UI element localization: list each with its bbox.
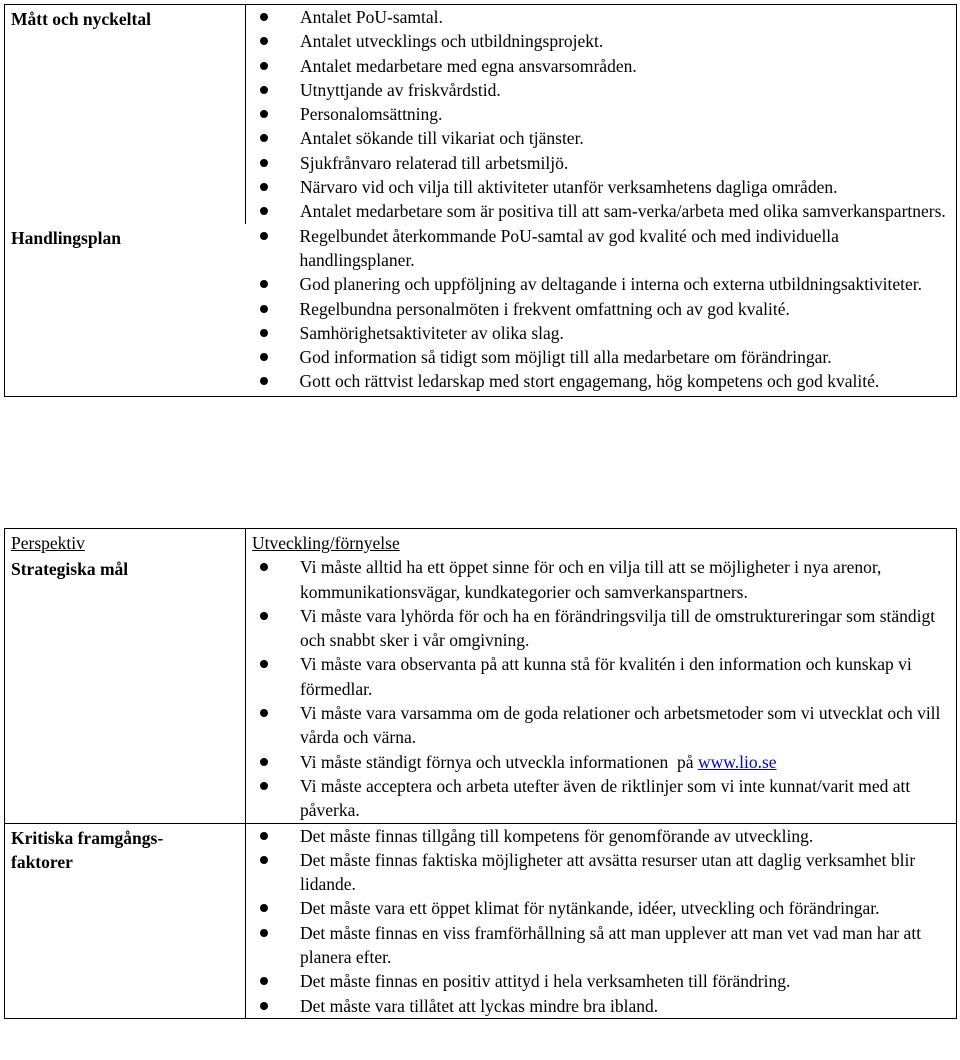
- bullet-icon: [260, 159, 268, 167]
- list-item: Vi måste alltid ha ett öppet sinne för och en vilja till att se möjligheter i nya arenor, kommunikationsvägar, kundkategorier och samverkanspartners.: [252, 555, 956, 604]
- bullet-icon: [260, 280, 268, 288]
- list-item: Det måste finnas faktiska möjligheter att avsätta resurser utan att daglig verksamhet blir lidande.: [252, 848, 956, 897]
- bullet-icon: [260, 305, 268, 313]
- list-item: Antalet sökande till vikariat och tjänster.: [252, 126, 956, 150]
- list-item: Antalet utvecklings och utbildningsprojekt.: [252, 29, 956, 53]
- bullet-icon: [260, 86, 268, 94]
- list-item: Vi måste vara observanta på att kunna stå för kvalitén i den information och kunskap vi förmedlar.: [252, 652, 956, 701]
- row-items-matt: [246, 5, 957, 224]
- row-label-strategiska: Strategiska mål: [5, 555, 246, 823]
- bullet-icon: [260, 709, 268, 717]
- bullet-icon: [260, 832, 268, 840]
- bullet-icon: [260, 612, 268, 620]
- bullet-list: [252, 824, 956, 1018]
- row-label-matt: Mått och nyckeltal: [5, 5, 246, 224]
- bullet-list: [252, 5, 956, 224]
- bullet-list: [252, 224, 957, 394]
- header-perspektiv: Perspektiv: [5, 529, 246, 556]
- bullet-icon: [260, 904, 268, 912]
- list-item: Det måste vara ett öppet klimat för nytänkande, idéer, utveckling och förändringar.: [252, 896, 956, 920]
- bullet-icon: [260, 856, 268, 864]
- bullet-icon: [260, 563, 268, 571]
- bullet-icon: [260, 207, 268, 215]
- list-item: Vi måste vara lyhörda för och ha en förändringsvilja till de omstruktureringar som ständigt och snabbt sker i vår omgivning.: [252, 604, 956, 653]
- list-item: Antalet medarbetare som är positiva till att sam-verka/arbeta med olika samverkanspartners.: [252, 199, 956, 223]
- list-item: Samhörighetsaktiviteter av olika slag.: [252, 321, 957, 345]
- list-item: Det måste finnas tillgång till kompetens för genomförande av utveckling.: [252, 824, 956, 848]
- development-table: [4, 528, 957, 1019]
- row-items-strategiska: [246, 555, 957, 823]
- list-item: Personalomsättning.: [252, 102, 956, 126]
- bullet-icon: [260, 1002, 268, 1010]
- bullet-icon: [260, 62, 268, 70]
- list-item: Sjukfrånvaro relaterad till arbetsmiljö.: [252, 151, 956, 175]
- list-item: Regelbundna personalmöten i frekvent omfattning och av god kvalité.: [252, 297, 957, 321]
- measures-table: [4, 4, 957, 397]
- bullet-icon: [260, 183, 268, 191]
- bullet-icon: [260, 329, 268, 337]
- list-item: Gott och rättvist ledarskap med stort engagemang, hög kompetens och god kvalité.: [252, 369, 957, 393]
- list-item: Vi måste vara varsamma om de goda relationer och arbetsmetoder som vi utvecklat och vill vårda och värna.: [252, 701, 956, 750]
- bullet-icon: [260, 134, 268, 142]
- bullet-icon: [260, 37, 268, 45]
- row-label-kritiska: Kritiska framgångs- faktorer: [5, 823, 246, 1018]
- list-item: Antalet medarbetare med egna ansvarsområden.: [252, 54, 956, 78]
- list-item: Vi måste acceptera och arbeta utefter även de riktlinjer som vi inte kunnat/varit med att påverka.: [252, 774, 956, 823]
- list-item: Närvaro vid och vilja till aktiviteter utanför verksamhetens dagliga områden.: [252, 175, 956, 199]
- list-item: God planering och uppföljning av deltagande i interna och externa utbildningsaktiviteter.: [252, 272, 957, 296]
- header-utveckling: Utveckling/förnyelse: [246, 529, 957, 556]
- bullet-icon: [260, 353, 268, 361]
- bullet-icon: [260, 782, 268, 790]
- row-label-handlingsplan: Handlingsplan: [11, 227, 121, 248]
- list-item: Utnyttjande av friskvårdstid.: [252, 78, 956, 102]
- list-item: Regelbundet återkommande PoU-samtal av god kvalité och med individuella handlingsplaner.: [252, 224, 957, 273]
- bullet-list: [252, 555, 956, 822]
- bullet-icon: [260, 13, 268, 21]
- list-item: God information så tidigt som möjligt till alla medarbetare om förändringar.: [252, 345, 957, 369]
- bullet-icon: [260, 232, 268, 240]
- list-item: Det måste vara tillåtet att lyckas mindre bra ibland.: [252, 994, 956, 1018]
- list-item: Vi måste ständigt förnya och utveckla informationen på www.lio.se: [252, 750, 956, 774]
- row-items-handlingsplan: [246, 224, 957, 397]
- list-item: Antalet PoU-samtal.: [252, 5, 956, 29]
- bullet-icon: [260, 977, 268, 985]
- bullet-icon: [260, 660, 268, 668]
- bullet-icon: [260, 758, 268, 766]
- list-item: Det måste finnas en viss framförhållning så att man upplever att man vet vad man har att planera efter.: [252, 921, 956, 970]
- row-items-kritiska: [246, 823, 957, 1018]
- list-item: Det måste finnas en positiv attityd i hela verksamheten till förändring.: [252, 969, 956, 993]
- bullet-icon: [260, 929, 268, 937]
- lio-link[interactable]: www.lio.se: [697, 751, 777, 772]
- bullet-icon: [260, 110, 268, 118]
- bullet-icon: [260, 377, 268, 385]
